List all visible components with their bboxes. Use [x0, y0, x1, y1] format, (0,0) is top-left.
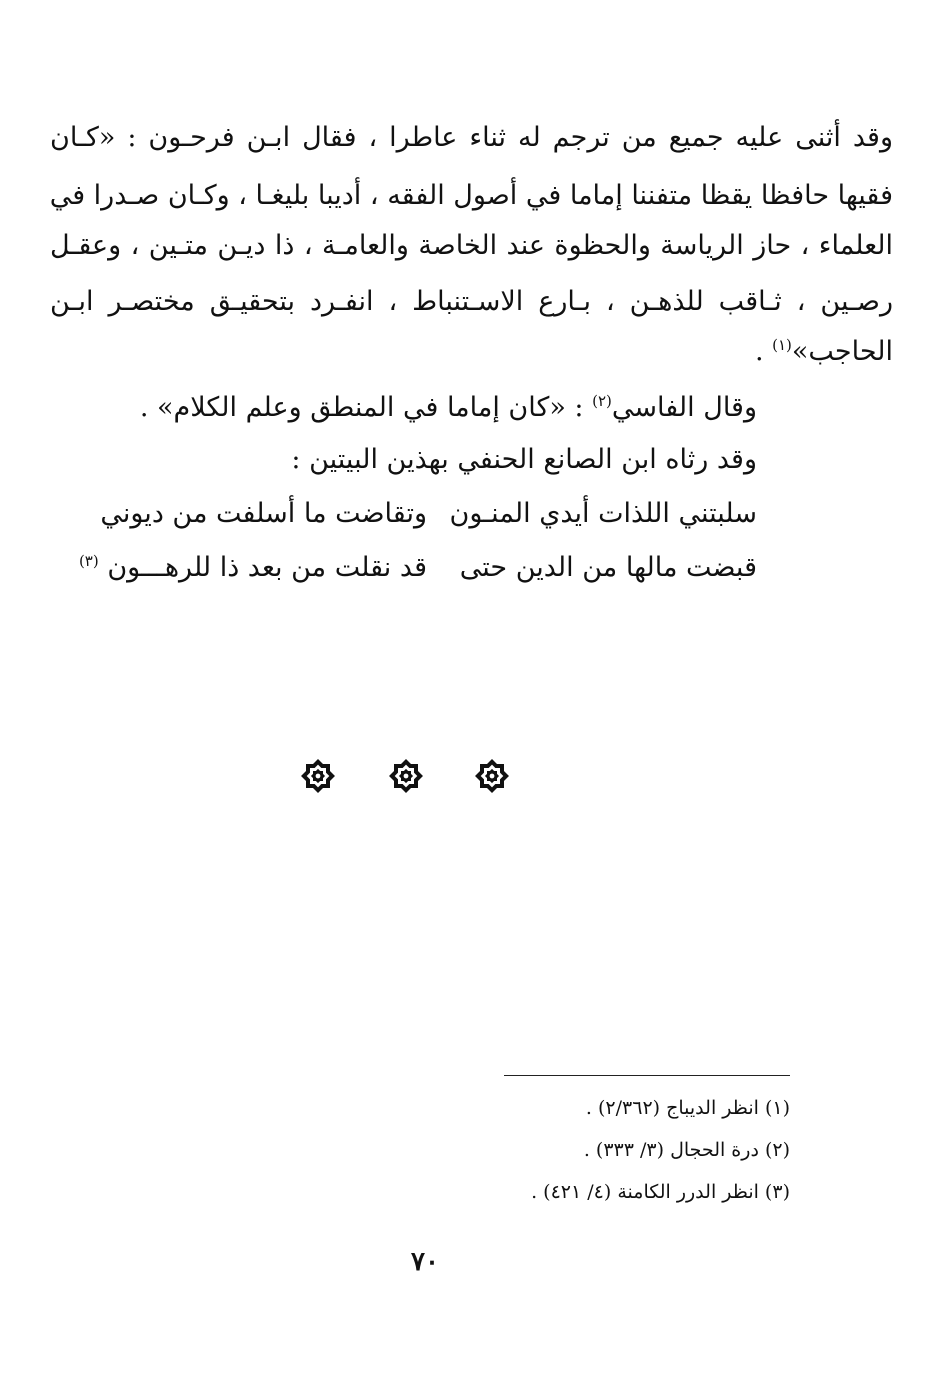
verse-2-second-hemistich	[79, 548, 427, 588]
footnote-separator	[504, 1075, 790, 1076]
footnote-ref-2: (٢)	[592, 392, 612, 410]
paragraph-line-1: وقد أثنى عليه جميع من ترجم له ثناء عاطرا ، فقال ابـن فرحـون : «كـان	[50, 122, 893, 153]
fasi-before: وقال الفاسي	[611, 392, 757, 423]
eight-point-star-ornament-icon	[388, 758, 424, 794]
verse-1-first-hemistich: سلبتني اللذات أيدي المنـون	[449, 498, 757, 529]
elegy-intro-line: وقد رثاه ابن الصانع الحنفي بهذين البيتين :	[291, 444, 757, 475]
paragraph-line-4: رصـين ، ثـاقب للذهـن ، بـارع الاسـتنباط ، انفـرد بتحقيـق مختصـر ابـن	[50, 286, 893, 317]
verse-2	[67, 548, 757, 588]
footnote-3: (٣) انظر الدرر الكامنة (٤/ ٤٢١) .	[531, 1181, 790, 1203]
paragraph-line-3: العلماء ، حاز الرياسة والحظوة عند الخاصة والعامـة ، ذا ديـن متـين ، وعقـل	[50, 230, 893, 261]
fasi-after: : «كان إماما في المنطق وعلم الكلام» .	[139, 392, 593, 423]
fasi-quote-line	[140, 388, 757, 428]
footnote-2: (٢) درة الحجال (٣/ ٣٣٣) .	[583, 1139, 790, 1161]
paragraph-line-2: فقيها حافظا يقظا متفننا إماما في أصول الفقه ، أديبا بليغـا ، وكـان صـدرا في	[49, 180, 893, 211]
verse-1-second-hemistich: وتقاضت ما أسلفت من ديوني	[100, 498, 427, 529]
verse-2-second-text: قد نقلت من بعد ذا للرهـــون	[107, 552, 427, 583]
footnote-1: (١) انظر الديباج (٢/٣٦٢) .	[585, 1097, 790, 1119]
paragraph-last-end: .	[754, 336, 773, 367]
footnote-ref-3: (٣)	[78, 552, 99, 570]
eight-point-star-ornament-icon	[300, 758, 336, 794]
eight-point-star-ornament-icon	[474, 758, 510, 794]
paragraph-line-5	[50, 332, 893, 372]
verse-2-first-hemistich: قبضت مالها من الدين حتى	[459, 552, 757, 583]
paragraph-last-text: الحاجب»	[791, 336, 893, 367]
verse-1	[67, 494, 757, 534]
footnote-ref-1: (١)	[772, 336, 792, 354]
section-divider-ornaments	[300, 758, 512, 798]
page-number: ٧٠	[411, 1247, 439, 1277]
